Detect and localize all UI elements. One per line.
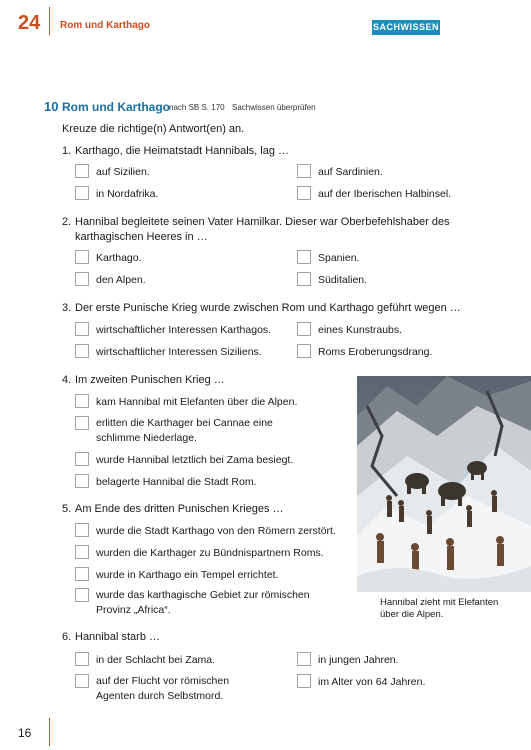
option-q4-b-line2: schlimme Niederlage. [96,432,197,444]
option-q1-b: auf Sardinien. [318,166,383,178]
checkbox-q4-a[interactable] [75,394,89,408]
option-q6-c-line1: auf der Flucht vor römischen [96,675,230,687]
checkbox-q6-a[interactable] [75,652,89,666]
checkbox-q2-d[interactable] [297,272,311,286]
checkbox-q1-d[interactable] [297,186,311,200]
option-q6-b: in jungen Jahren. [318,654,399,666]
image-caption-line1: Hannibal zieht mit Elefanten [380,597,499,608]
hannibal-alps-illustration [357,376,531,592]
chapter-title: Rom und Karthago [60,20,150,31]
option-q1-d: auf der Iberischen Halbinsel. [318,188,452,200]
option-q1-a: auf Sizilien. [96,166,150,178]
task-reference: nach SB S. 170 [169,103,225,112]
question-2-text-line2: karthagischen Heeres in … [75,231,208,243]
option-q3-c: wirtschaftlicher Interessen Siziliens. [96,346,262,358]
option-q3-b: eines Kunstraubs. [318,324,403,336]
question-4-text: Im zweiten Punischen Krieg … [75,374,225,386]
option-q6-a: in der Schlacht bei Zama. [96,654,216,666]
option-q5-b: wurden die Karthager zu Bündnispartnern Roms. [96,547,324,559]
checkbox-q6-d[interactable] [297,674,311,688]
option-q6-d: im Alter von 64 Jahren. [318,676,426,688]
checkbox-q1-a[interactable] [75,164,89,178]
option-q5-c: wurde in Karthago ein Tempel errichtet. [96,569,279,581]
question-3-text: Der erste Punische Krieg wurde zwischen Rom und Karthago geführt wegen … [75,302,461,314]
task-instruction: Kreuze die richtige(n) Antwort(en) an. [62,123,245,135]
checkbox-q2-c[interactable] [75,272,89,286]
option-q4-b-line1: erlitten die Karthager bei Cannae eine [96,417,273,429]
header-divider [49,7,50,35]
question-5-number: 5. [62,503,72,515]
checkbox-q6-b[interactable] [297,652,311,666]
checkbox-q1-b[interactable] [297,164,311,178]
checkbox-q4-b[interactable] [75,416,89,430]
option-q5-d-line2: Provinz „Africa“. [96,604,171,616]
checkbox-q3-d[interactable] [297,344,311,358]
image-caption [380,597,525,621]
question-1-text: Karthago, die Heimatstadt Hannibals, lag … [75,145,290,157]
checkbox-q5-c[interactable] [75,567,89,581]
chapter-number: 24 [18,12,41,34]
checkbox-q5-b[interactable] [75,545,89,559]
question-3-number: 3. [62,302,72,314]
question-4-number: 4. [62,374,72,386]
option-q2-a: Karthago. [96,252,142,264]
option-q4-a: kam Hannibal mit Elefanten über die Alpen. [96,396,298,408]
checkbox-q6-c[interactable] [75,674,89,688]
checkbox-q1-c[interactable] [75,186,89,200]
checkbox-q2-b[interactable] [297,250,311,264]
checkbox-q3-c[interactable] [75,344,89,358]
option-q3-a: wirtschaftlicher Interessen Karthagos. [96,324,272,336]
option-q4-d: belagerte Hannibal die Stadt Rom. [96,476,257,488]
question-5-text: Am Ende des dritten Punischen Krieges … [75,503,284,515]
footer-divider [49,718,50,746]
option-q6-c-line2: Agenten durch Selbstmord. [96,690,224,702]
option-q3-d: Roms Eroberungsdrang. [318,346,433,358]
checkbox-q4-d[interactable] [75,474,89,488]
question-2-text-line1: Hannibal begleitete seinen Vater Hamilkar. Dieser war Oberbefehlshaber des [75,216,450,228]
section-badge: SACHWISSEN [372,20,440,35]
page-number: 16 [18,726,32,740]
question-6-text: Hannibal starb … [75,631,160,643]
question-1-number: 1. [62,145,72,157]
checkbox-q5-d[interactable] [75,588,89,602]
image-caption-line2: über die Alpen. [380,609,444,620]
option-q4-c: wurde Hannibal letztlich bei Zama besiegt. [96,454,294,466]
option-q1-c: in Nordafrika. [96,188,159,200]
checkbox-q5-a[interactable] [75,523,89,537]
question-2-number: 2. [62,216,72,228]
checkbox-q2-a[interactable] [75,250,89,264]
option-q5-d-line1: wurde das karthagische Gebiet zur römischen [96,589,310,601]
checkbox-q3-a[interactable] [75,322,89,336]
question-6-number: 6. [62,631,72,643]
checkbox-q4-c[interactable] [75,452,89,466]
option-q2-b: Spanien. [318,252,360,264]
checkbox-q3-b[interactable] [297,322,311,336]
option-q5-a: wurde die Stadt Karthago von den Römern zerstört. [96,525,336,537]
task-subtitle: Sachwissen überprüfen [232,103,316,112]
option-q2-c: den Alpen. [96,274,146,286]
option-q2-d: Süditalien. [318,274,368,286]
task-number: 10 [44,99,59,114]
task-title: Rom und Karthago [62,100,170,114]
